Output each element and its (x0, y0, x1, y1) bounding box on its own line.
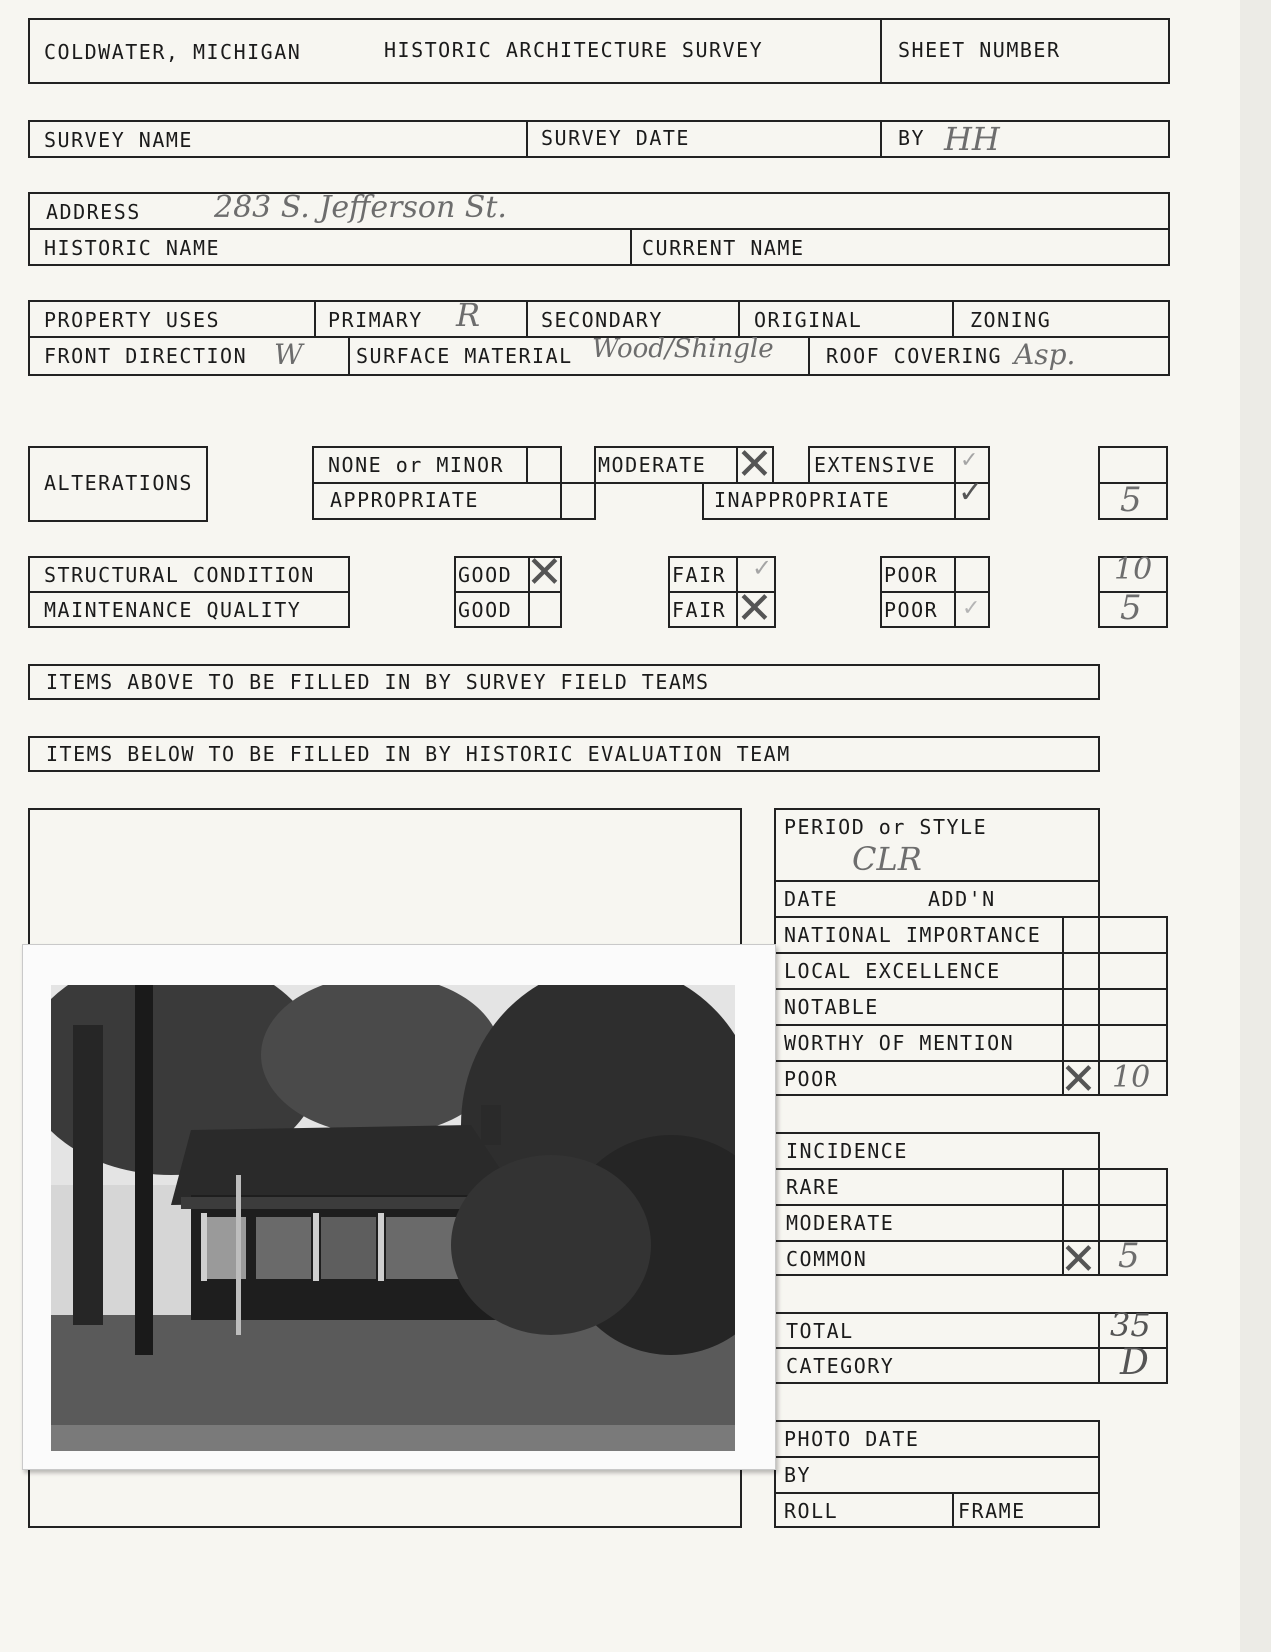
incidence-moderate-label: MODERATE (786, 1211, 895, 1235)
poor-rating-label: POOR (784, 1067, 839, 1091)
structural-score: 10 (1114, 552, 1153, 587)
structural-fair-label: FAIR (672, 563, 727, 587)
incidence-label: INCIDENCE (786, 1139, 908, 1163)
surface-material-label: SURFACE MATERIAL (356, 344, 573, 368)
property-divider-1 (314, 300, 316, 336)
roll-label: ROLL (784, 1499, 839, 1523)
worthy-of-mention-label: WORTHY OF MENTION (784, 1031, 1015, 1055)
evaluation-team-note: ITEMS BELOW TO BE FILLED IN BY HISTORIC EVALUATION TEAM (46, 742, 791, 766)
maintenance-fair-label: FAIR (672, 598, 727, 622)
zoning-label: ZONING (970, 308, 1052, 332)
common-x-mark: ✕ (1060, 1234, 1097, 1285)
form-title: HISTORIC ARCHITECTURE SURVEY (384, 38, 764, 62)
structural-good-label: GOOD (458, 563, 513, 587)
addn-label: ADD'N (928, 887, 996, 911)
common-score: 5 (1118, 1236, 1140, 1276)
address-divider (630, 228, 632, 266)
property-divider-5 (348, 336, 350, 376)
survey-divider-1 (526, 120, 528, 158)
survey-by-label: BY (898, 126, 926, 150)
frame-label: FRAME (958, 1499, 1026, 1523)
survey-date-label: SURVEY DATE (541, 126, 690, 150)
poor-rating-score: 10 (1112, 1060, 1151, 1095)
header-divider (880, 18, 882, 84)
totals-divider (1098, 1312, 1100, 1384)
evaluation-row-4 (774, 1024, 1168, 1026)
extensive-label: EXTENSIVE (814, 453, 936, 477)
evaluation-row-2 (774, 952, 1168, 954)
maintenance-poor-label: POOR (884, 598, 939, 622)
extensive-check-mark: ✓ (960, 448, 979, 473)
inappropriate-check-mark: ✓ (958, 475, 984, 510)
structural-good-x-mark: ✕ (526, 547, 563, 598)
moderate-x-mark: ✕ (736, 439, 773, 490)
national-importance-label: NATIONAL IMPORTANCE (784, 923, 1042, 947)
survey-divider-2 (880, 120, 882, 158)
roof-covering-value: Asp. (1014, 338, 1076, 371)
appropriate-checkbox[interactable] (560, 482, 596, 520)
front-direction-value: W (274, 338, 303, 371)
photo-info-row-1 (774, 1456, 1100, 1458)
address-value: 283 S. Jefferson St. (214, 190, 507, 225)
period-label: PERIOD or STYLE (784, 815, 988, 839)
notable-label: NOTABLE (784, 995, 879, 1019)
alterations-score: 5 (1120, 480, 1142, 520)
primary-value: R (456, 296, 481, 334)
maintenance-good-label: GOOD (458, 598, 513, 622)
photo-date-label: PHOTO DATE (784, 1427, 920, 1451)
structural-poor-label: POOR (884, 563, 939, 587)
property-uses-label: PROPERTY USES (44, 308, 221, 332)
incidence-row-2 (774, 1204, 1168, 1206)
photo-by-label: BY (784, 1463, 812, 1487)
evaluation-row-3 (774, 988, 1168, 990)
photo-info-row-2 (774, 1492, 1100, 1494)
total-value: 35 (1110, 1306, 1151, 1344)
current-name-label: CURRENT NAME (642, 236, 805, 260)
survey-name-label: SURVEY NAME (44, 128, 193, 152)
totals-row-line (774, 1347, 1168, 1349)
survey-by-value: HH (944, 120, 1000, 158)
none-minor-label: NONE or MINOR (328, 453, 505, 477)
front-direction-label: FRONT DIRECTION (44, 344, 248, 368)
category-value: D (1120, 1342, 1149, 1383)
poor-rating-x-mark: ✕ (1060, 1054, 1097, 1105)
property-divider-2 (526, 300, 528, 336)
evaluation-row-5 (774, 1060, 1168, 1062)
incidence-row-3 (774, 1240, 1168, 1242)
local-excellence-label: LOCAL EXCELLENCE (784, 959, 1001, 983)
secondary-label: SECONDARY (541, 308, 663, 332)
none-minor-checkbox[interactable] (526, 446, 562, 484)
evaluation-row-1 (774, 916, 1168, 918)
category-label: CATEGORY (786, 1354, 895, 1378)
house-photo-image (51, 985, 735, 1451)
incidence-row-1 (774, 1168, 1168, 1170)
total-label: TOTAL (786, 1319, 854, 1343)
maintenance-quality-label: MAINTENANCE QUALITY (44, 598, 302, 622)
city-label: COLDWATER, MICHIGAN (44, 40, 302, 64)
house-photograph (22, 944, 776, 1470)
incidence-score-divider (1098, 1168, 1100, 1276)
address-label: ADDRESS (46, 200, 141, 224)
roof-covering-label: ROOF COVERING (826, 344, 1003, 368)
appropriate-label: APPROPRIATE (330, 488, 479, 512)
rare-label: RARE (786, 1175, 841, 1199)
evaluation-score-divider (1098, 916, 1100, 1096)
field-team-note: ITEMS ABOVE TO BE FILLED IN BY SURVEY FIELD TEAMS (46, 670, 710, 694)
condition-label-line (28, 591, 350, 593)
property-divider-4 (952, 300, 954, 336)
maintenance-fair-x-mark: ✕ (736, 583, 773, 634)
structural-poor-checkbox[interactable] (954, 556, 990, 593)
photo-info-divider (952, 1492, 954, 1528)
historic-name-label: HISTORIC NAME (44, 236, 221, 260)
primary-label: PRIMARY (328, 308, 423, 332)
original-label: ORIGINAL (754, 308, 863, 332)
surface-material-value: Wood/Shingle (592, 334, 774, 364)
structural-fair-check-mark: ✓ (752, 554, 773, 582)
maintenance-poor-check-mark: ✓ (962, 596, 981, 621)
common-label: COMMON (786, 1247, 868, 1271)
inappropriate-label: INAPPROPRIATE (714, 488, 891, 512)
alterations-label: ALTERATIONS (44, 471, 193, 495)
address-row-line (28, 228, 1170, 230)
period-value: CLR (852, 840, 922, 878)
property-divider-6 (808, 336, 810, 376)
moderate-label: MODERATE (598, 453, 707, 477)
sheet-number-label: SHEET NUMBER (898, 38, 1061, 62)
date-label: DATE (784, 887, 839, 911)
structural-condition-label: STRUCTURAL CONDITION (44, 563, 315, 587)
property-divider-3 (738, 300, 740, 336)
maintenance-score: 5 (1120, 588, 1142, 628)
